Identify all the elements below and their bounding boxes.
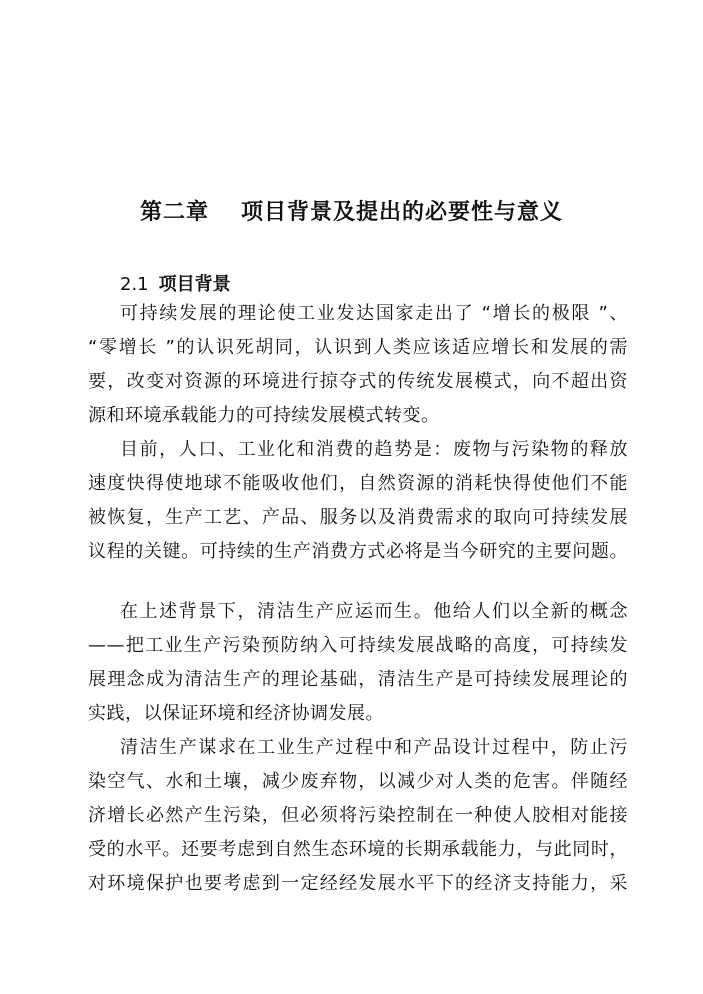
paragraph-3-line-3: 展理念成为清洁生产的理论基础，清洁生产是可持续发展理论的 [88, 669, 628, 690]
paragraph-4-line-2: 染空气、水和土壤，减少废弃物，以减少对人类的危害。伴随经 [88, 771, 628, 792]
paragraph-4-line-4: 受的水平。还要考虑到自然生态环境的长期承载能力，与此同时， [88, 839, 628, 860]
paragraph-2-line-4: 议程的关键。可持续的生产消费方式必将是当今研究的主要问题。 [88, 541, 628, 562]
paragraph-4-line-5: 对环境保护也要考虑到一定经经发展水平下的经济支持能力，采 [88, 873, 628, 894]
paragraph-3-line-1: 在上述背景下，清洁生产应运而生。他给人们以全新的概念 [120, 601, 628, 622]
paragraph-4-line-1: 清洁生产谋求在工业生产过程中和产品设计过程中，防止污 [120, 737, 628, 758]
paragraph-1-line-1: 可持续发展的理论使工业发达国家走出了 “增长的极限 ”、 [120, 303, 628, 324]
section-title: 项目背景 [158, 274, 231, 295]
paragraph-4-line-3: 济增长必然产生污染，但必须将污染控制在一种使人胶相对能接 [88, 805, 628, 826]
paragraph-3-line-2: ——把工业生产污染预防纳入可持续发展战略的高度，可持续发 [88, 635, 628, 656]
paragraph-2-line-2: 速度快得使地球不能吸收他们，自然资源的消耗快得使他们不能 [88, 473, 628, 494]
chapter-number: 第二章 [139, 200, 209, 225]
paragraph-1-line-3: 要，改变对资源的环境进行掠夺式的传统发展模式，向不超出资 [88, 371, 628, 392]
paragraph-1-line-4: 源和环境承载能力的可持续发展模式转变。 [88, 405, 440, 426]
paragraph-3-line-4: 实践，以保证环境和经济协调发展。 [88, 703, 384, 724]
chapter-title [0, 195, 703, 226]
paragraph-2-line-1: 目前，人口、工业化和消费的趋势是：废物与污染物的释放 [120, 439, 628, 460]
paragraph-1-line-2: “零增长 ”的认识死胡同，认识到人类应该适应增长和发展的需 [88, 337, 628, 358]
paragraph-2-line-3: 被恢复，生产工艺、产品、服务以及消费需求的取向可持续发展 [88, 507, 628, 528]
section-heading [120, 270, 231, 296]
chapter-title-text: 项目背景及提出的必要性与意义 [241, 200, 564, 225]
section-number: 2.1 [120, 274, 149, 295]
